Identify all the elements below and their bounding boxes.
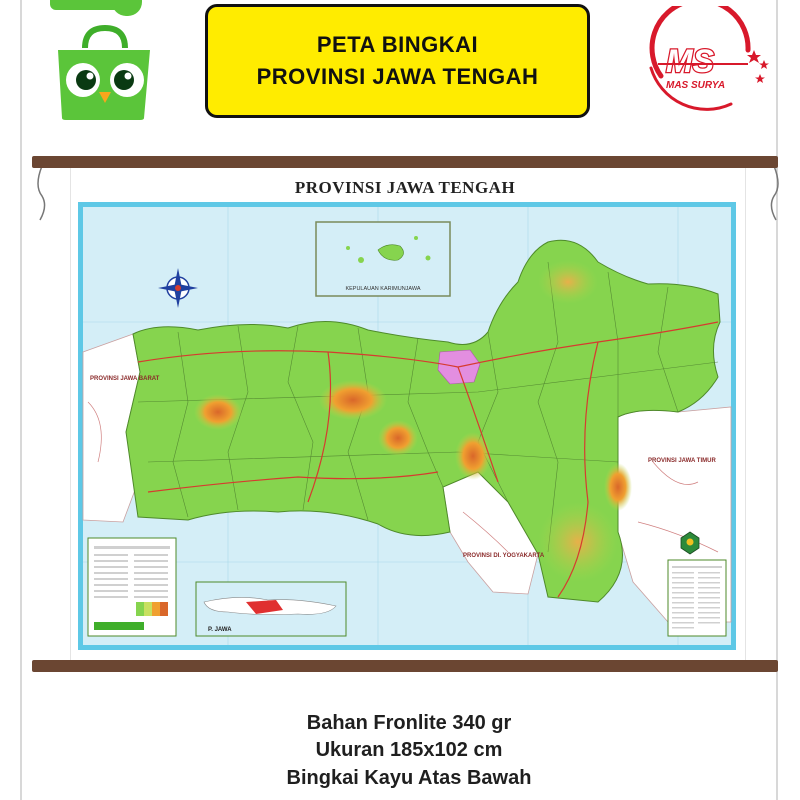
tokopedia-owl-icon — [50, 0, 160, 125]
locator-inset — [196, 582, 346, 636]
header-title-line1: PETA BINGKAI — [316, 32, 479, 57]
description-frame: Bingkai Kayu Atas Bawah — [286, 767, 532, 789]
label-east: PROVINSI JAWA TIMUR — [648, 458, 716, 464]
label-south: PROVINSI DI. YOGYAKARTA — [463, 553, 545, 559]
page-right-border — [776, 0, 778, 800]
map-graphic — [78, 202, 736, 650]
description-size: Ukuran 185x102 cm — [315, 739, 503, 761]
header-title-box — [205, 4, 590, 118]
header-title-line2: PROVINSI JAWA TENGAH — [256, 64, 539, 89]
description-material: Bahan Fronlite 340 gr — [306, 712, 512, 734]
mas-surya-logo-icon — [636, 6, 778, 116]
seller-logo-text: MS — [666, 43, 714, 79]
shop-logo — [50, 0, 160, 125]
regency-index-panel — [668, 560, 726, 636]
inset-label: KEPULAUAN KARIMUNJAWA — [345, 286, 421, 292]
wooden-rod-bottom — [32, 660, 778, 672]
seller-name: MAS SURYA — [666, 80, 726, 91]
wooden-rod-top — [32, 156, 778, 168]
locator-label: P. JAWA — [208, 627, 232, 633]
label-west: PROVINSI JAWA BARAT — [90, 376, 160, 382]
seller-logo — [636, 6, 778, 116]
page-left-border — [20, 0, 22, 800]
legend-panel — [88, 538, 176, 636]
map-title: PROVINSI JAWA TENGAH — [294, 178, 516, 197]
province-map — [78, 202, 736, 650]
